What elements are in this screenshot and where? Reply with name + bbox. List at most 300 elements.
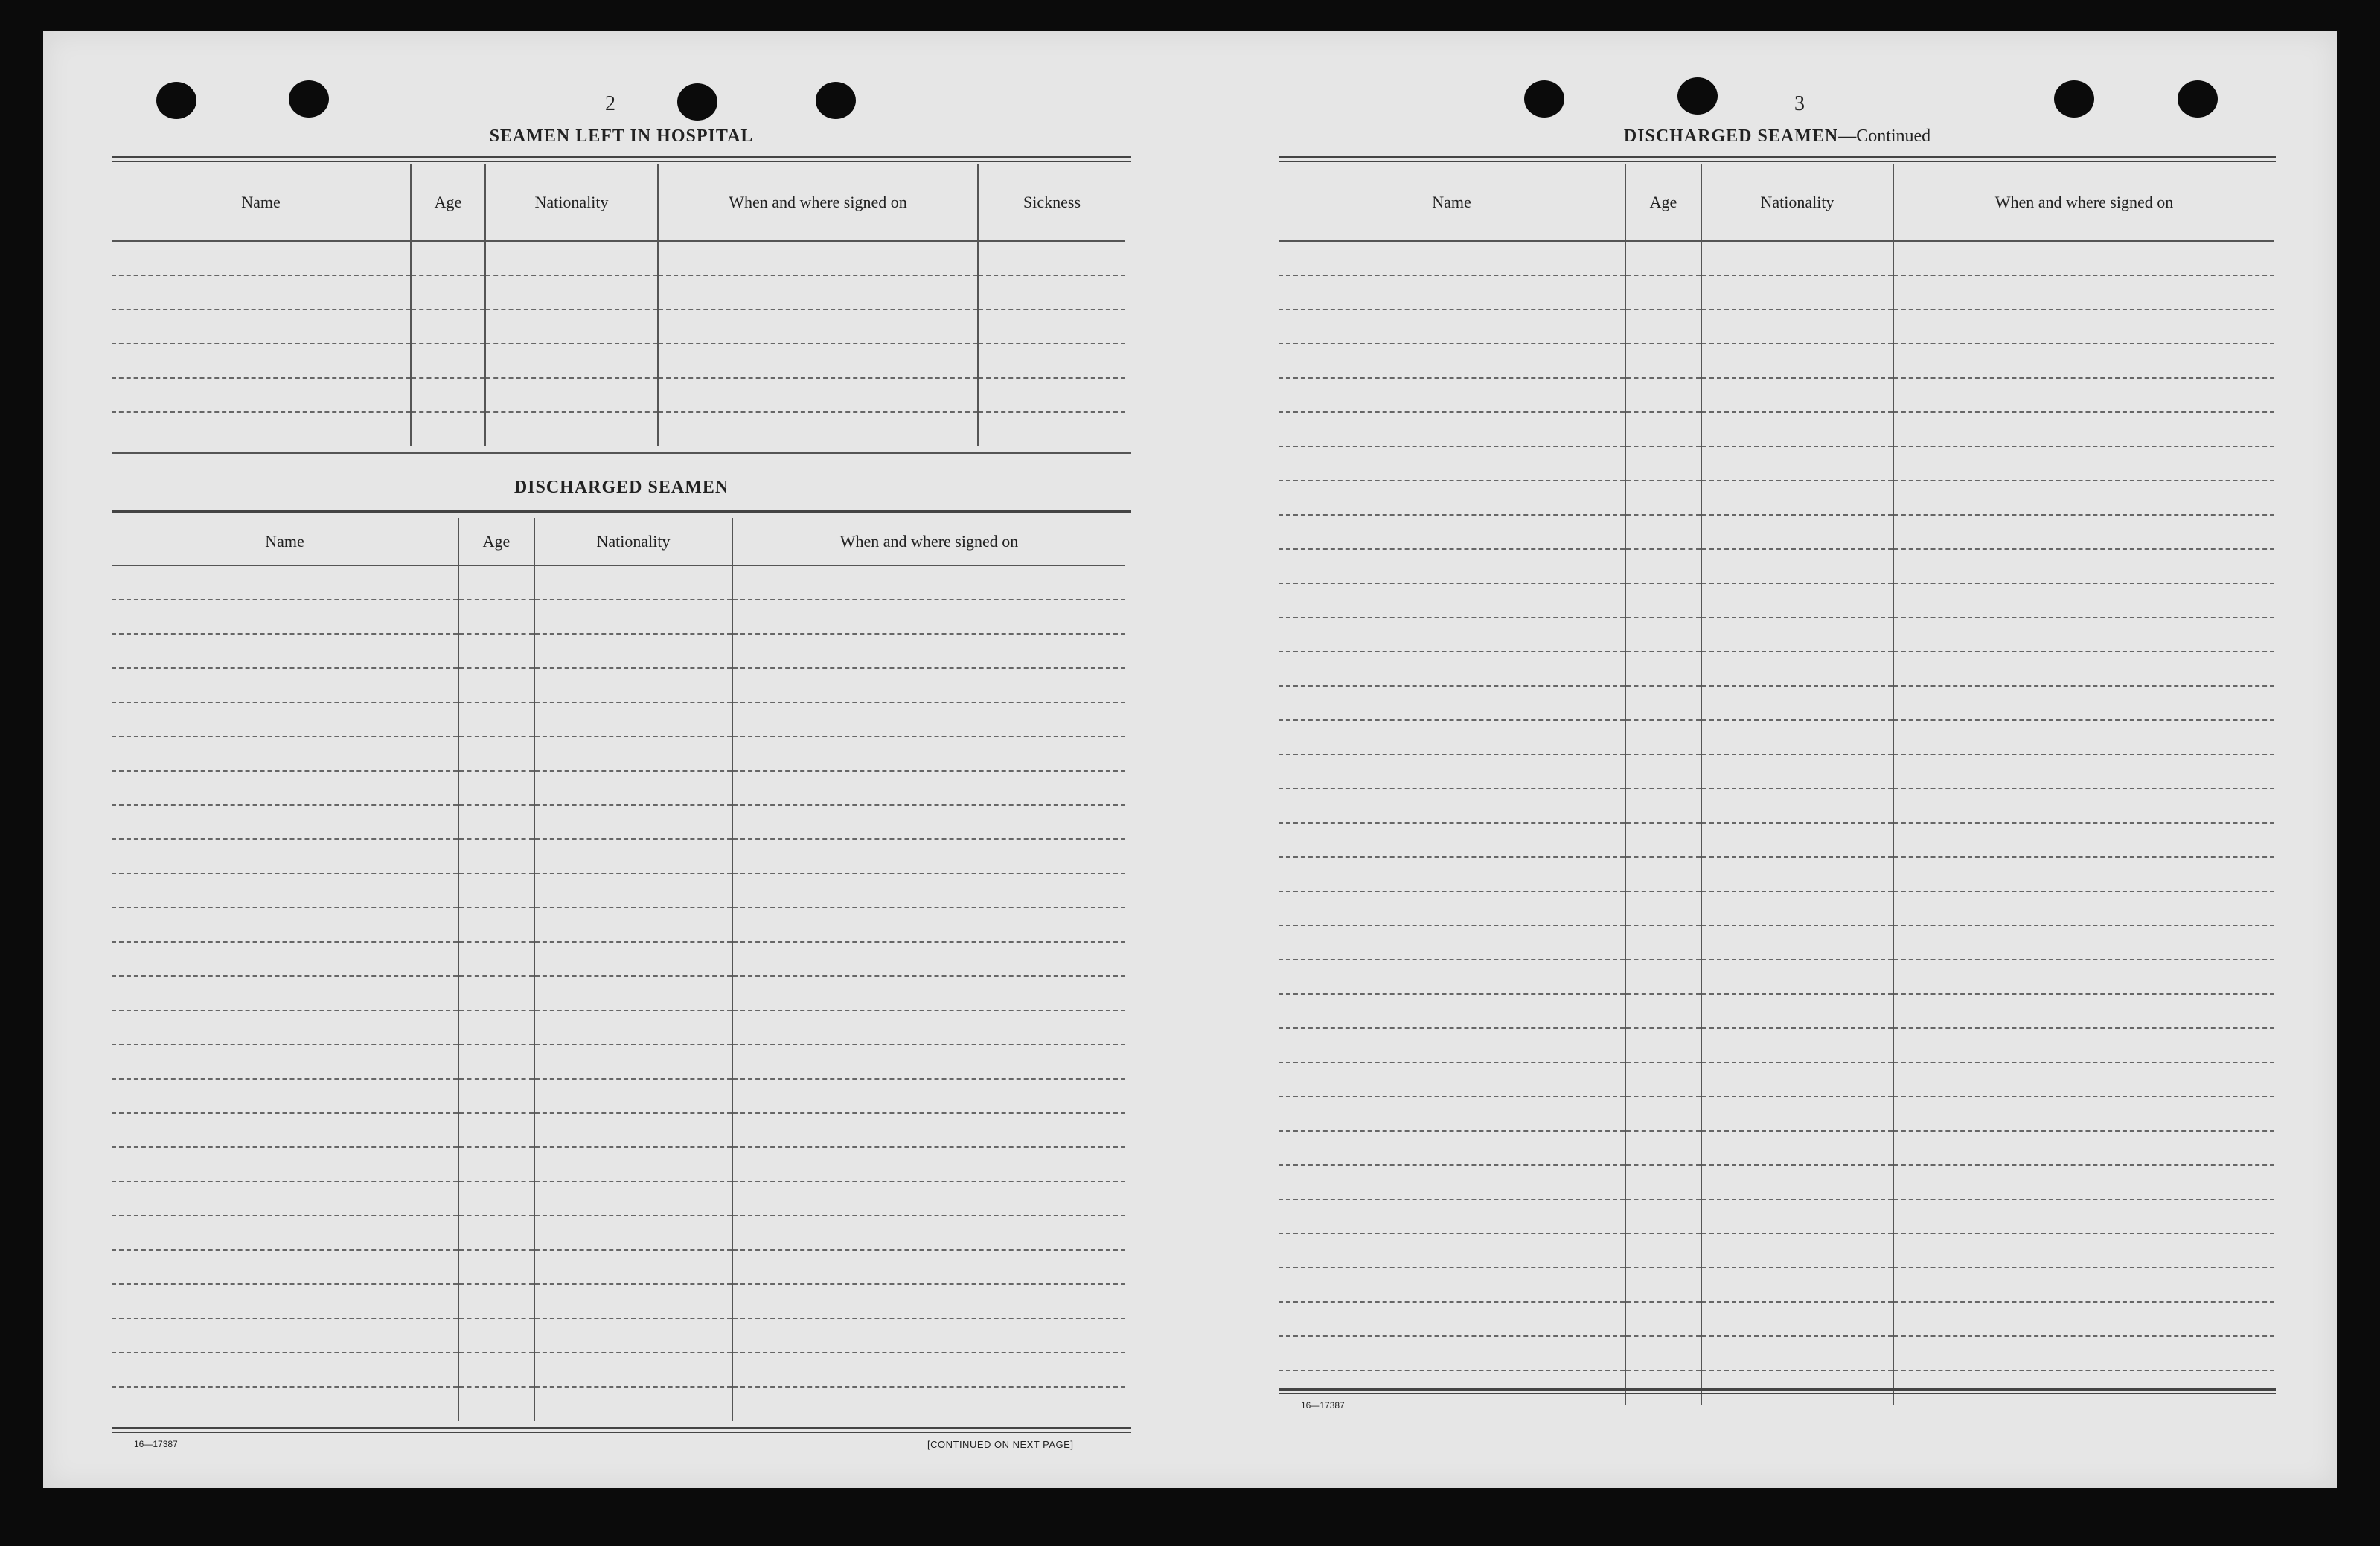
discharged-header-row bbox=[112, 518, 1125, 565]
table-cell bbox=[732, 1216, 1125, 1250]
table-row bbox=[112, 1284, 1125, 1318]
table-cell bbox=[1625, 1062, 1701, 1097]
table-cell bbox=[1625, 549, 1701, 583]
table-row bbox=[112, 1045, 1125, 1079]
table-cell bbox=[1893, 1268, 2274, 1302]
table-row bbox=[1279, 857, 2274, 891]
table-cell bbox=[1701, 344, 1893, 378]
table-row bbox=[112, 737, 1125, 771]
table-cell bbox=[1279, 891, 1625, 926]
table-cell bbox=[1279, 960, 1625, 994]
table-cell bbox=[978, 412, 1125, 446]
table-cell bbox=[732, 839, 1125, 873]
col-nationality-header: Nationality bbox=[485, 164, 658, 241]
table-cell bbox=[534, 839, 732, 873]
table-cell bbox=[458, 702, 534, 737]
table-cell bbox=[1279, 789, 1625, 823]
table-cell bbox=[458, 1045, 534, 1079]
table-row bbox=[112, 600, 1125, 634]
table-cell bbox=[1279, 926, 1625, 960]
table-row bbox=[1279, 412, 2274, 446]
table-cell bbox=[458, 1216, 534, 1250]
table-row bbox=[1279, 926, 2274, 960]
table-cell bbox=[112, 1045, 458, 1079]
table-cell bbox=[1279, 412, 1625, 446]
table-cell bbox=[534, 702, 732, 737]
table-row bbox=[1279, 754, 2274, 789]
table-row bbox=[1279, 789, 2274, 823]
table-row bbox=[1279, 1199, 2274, 1234]
table-cell bbox=[534, 1010, 732, 1045]
table-cell bbox=[458, 942, 534, 976]
discharged-top-rule bbox=[112, 510, 1131, 516]
table-cell bbox=[1893, 618, 2274, 652]
table-cell bbox=[732, 976, 1125, 1010]
table-cell bbox=[1701, 686, 1893, 720]
table-cell bbox=[1625, 1131, 1701, 1165]
table-cell bbox=[112, 1353, 458, 1387]
table-cell bbox=[1625, 1268, 1701, 1302]
table-cell bbox=[458, 668, 534, 702]
table-cell bbox=[1279, 344, 1625, 378]
table-cell bbox=[485, 412, 658, 446]
table-cell bbox=[1893, 241, 2274, 275]
table-cell bbox=[658, 241, 978, 275]
table-cell bbox=[1893, 1097, 2274, 1131]
table-row bbox=[1279, 1062, 2274, 1097]
table-row bbox=[112, 771, 1125, 805]
table-cell bbox=[732, 634, 1125, 668]
table-cell bbox=[1279, 652, 1625, 686]
page-number: 3 bbox=[1794, 92, 1805, 115]
table-cell bbox=[1701, 1302, 1893, 1336]
table-cell bbox=[485, 241, 658, 275]
table-cell bbox=[1625, 275, 1701, 309]
table-cell bbox=[458, 1079, 534, 1113]
table-cell bbox=[1279, 309, 1625, 344]
table-cell bbox=[458, 1284, 534, 1318]
table-cell bbox=[112, 1010, 458, 1045]
table-cell bbox=[732, 1045, 1125, 1079]
table-row bbox=[1279, 1336, 2274, 1370]
hospital-table bbox=[112, 164, 1125, 446]
table-cell bbox=[458, 600, 534, 634]
table-cell bbox=[458, 1318, 534, 1353]
table-cell bbox=[112, 275, 411, 309]
table-cell bbox=[534, 1181, 732, 1216]
table-cell bbox=[485, 275, 658, 309]
table-cell bbox=[112, 1079, 458, 1113]
table-cell bbox=[1701, 1370, 1893, 1405]
hospital-top-rule bbox=[112, 156, 1131, 162]
table-cell bbox=[1625, 481, 1701, 515]
table-cell bbox=[1893, 1199, 2274, 1234]
table-cell bbox=[534, 1216, 732, 1250]
table-row bbox=[112, 1079, 1125, 1113]
table-cell bbox=[1625, 344, 1701, 378]
col-signed-on-header: When and where signed on bbox=[732, 518, 1125, 565]
table-cell bbox=[1625, 994, 1701, 1028]
table-cell bbox=[1701, 275, 1893, 309]
table-cell bbox=[732, 908, 1125, 942]
table-cell bbox=[112, 241, 411, 275]
table-cell bbox=[534, 1079, 732, 1113]
table-cell bbox=[1893, 446, 2274, 481]
table-row bbox=[112, 873, 1125, 908]
table-cell bbox=[112, 565, 458, 600]
table-cell bbox=[732, 1147, 1125, 1181]
table-cell bbox=[458, 1147, 534, 1181]
table-cell bbox=[112, 1387, 458, 1421]
table-cell bbox=[112, 344, 411, 378]
table-cell bbox=[534, 1353, 732, 1387]
table-cell bbox=[534, 600, 732, 634]
table-cell bbox=[1625, 1370, 1701, 1405]
table-cell bbox=[732, 702, 1125, 737]
col-name-header: Name bbox=[112, 164, 411, 241]
table-cell bbox=[411, 378, 485, 412]
punch-hole bbox=[1677, 77, 1718, 115]
table-row bbox=[112, 1318, 1125, 1353]
table-cell bbox=[1625, 1234, 1701, 1268]
table-row bbox=[1279, 960, 2274, 994]
table-row bbox=[1279, 549, 2274, 583]
punch-hole bbox=[156, 82, 196, 119]
table-cell bbox=[1701, 652, 1893, 686]
table-cell bbox=[1893, 583, 2274, 618]
table-cell bbox=[978, 378, 1125, 412]
discharged-table-right bbox=[1279, 164, 2274, 1405]
table-cell bbox=[1701, 1131, 1893, 1165]
table-cell bbox=[1625, 857, 1701, 891]
table-cell bbox=[112, 1181, 458, 1216]
table-cell bbox=[1701, 309, 1893, 344]
table-cell bbox=[658, 275, 978, 309]
table-cell bbox=[534, 565, 732, 600]
table-cell bbox=[112, 1284, 458, 1318]
table-cell bbox=[411, 344, 485, 378]
table-cell bbox=[1893, 1336, 2274, 1370]
table-cell bbox=[1625, 891, 1701, 926]
table-cell bbox=[1625, 1097, 1701, 1131]
table-cell bbox=[1893, 1062, 2274, 1097]
punch-hole bbox=[1524, 80, 1564, 118]
table-cell bbox=[458, 1387, 534, 1421]
table-cell bbox=[1701, 926, 1893, 960]
table-cell bbox=[1701, 823, 1893, 857]
table-cell bbox=[112, 412, 411, 446]
page-number: 2 bbox=[605, 92, 615, 115]
table-cell bbox=[1279, 1336, 1625, 1370]
table-cell bbox=[112, 378, 411, 412]
table-cell bbox=[534, 805, 732, 839]
discharged-section-title: DISCHARGED SEAMEN bbox=[514, 478, 729, 497]
continued-note: [CONTINUED ON NEXT PAGE] bbox=[927, 1439, 1074, 1450]
table-row bbox=[1279, 823, 2274, 857]
table-cell bbox=[1625, 1199, 1701, 1234]
hospital-bottom-rule bbox=[112, 452, 1131, 454]
table-cell bbox=[1279, 446, 1625, 481]
table-row bbox=[112, 805, 1125, 839]
table-cell bbox=[534, 634, 732, 668]
table-row bbox=[1279, 1131, 2274, 1165]
table-cell bbox=[458, 1010, 534, 1045]
table-cell bbox=[1893, 1131, 2274, 1165]
table-cell bbox=[1893, 1234, 2274, 1268]
col-nationality-header: Nationality bbox=[534, 518, 732, 565]
table-row bbox=[1279, 618, 2274, 652]
table-cell bbox=[658, 344, 978, 378]
table-row bbox=[112, 241, 1125, 275]
table-cell bbox=[1625, 446, 1701, 481]
table-cell bbox=[485, 344, 658, 378]
table-cell bbox=[732, 1010, 1125, 1045]
table-cell bbox=[1625, 412, 1701, 446]
table-cell bbox=[732, 942, 1125, 976]
table-cell bbox=[534, 771, 732, 805]
table-cell bbox=[1893, 1302, 2274, 1336]
table-cell bbox=[112, 702, 458, 737]
table-cell bbox=[411, 241, 485, 275]
table-cell bbox=[1701, 1062, 1893, 1097]
table-cell bbox=[458, 1181, 534, 1216]
table-cell bbox=[1701, 549, 1893, 583]
table-cell bbox=[1279, 378, 1625, 412]
table-cell bbox=[1625, 789, 1701, 823]
col-age-header: Age bbox=[411, 164, 485, 241]
table-row bbox=[1279, 241, 2274, 275]
table-cell bbox=[1701, 583, 1893, 618]
table-cell bbox=[534, 942, 732, 976]
discharged-table-left bbox=[112, 518, 1125, 1421]
table-cell bbox=[1893, 857, 2274, 891]
hospital-section-title: SEAMEN LEFT IN HOSPITAL bbox=[489, 126, 754, 146]
table-row bbox=[1279, 378, 2274, 412]
table-row bbox=[112, 378, 1125, 412]
table-cell bbox=[1701, 1097, 1893, 1131]
table-cell bbox=[458, 908, 534, 942]
table-cell bbox=[485, 309, 658, 344]
table-cell bbox=[732, 1387, 1125, 1421]
table-cell bbox=[112, 634, 458, 668]
table-cell bbox=[534, 1113, 732, 1147]
table-row bbox=[112, 344, 1125, 378]
form-code: 16—17387 bbox=[134, 1439, 178, 1449]
table-row bbox=[1279, 891, 2274, 926]
table-cell bbox=[1893, 378, 2274, 412]
table-cell bbox=[1701, 1268, 1893, 1302]
table-cell bbox=[1893, 686, 2274, 720]
table-cell bbox=[411, 275, 485, 309]
table-cell bbox=[1625, 583, 1701, 618]
punch-hole bbox=[2054, 80, 2094, 118]
table-cell bbox=[1701, 515, 1893, 549]
form-code: 16—17387 bbox=[1301, 1400, 1345, 1411]
table-cell bbox=[1893, 1028, 2274, 1062]
table-cell bbox=[1701, 412, 1893, 446]
table-cell bbox=[1893, 994, 2274, 1028]
table-row bbox=[112, 412, 1125, 446]
table-row bbox=[1279, 583, 2274, 618]
table-cell bbox=[1893, 481, 2274, 515]
punch-hole bbox=[816, 82, 856, 119]
table-row bbox=[112, 1147, 1125, 1181]
table-cell bbox=[534, 1147, 732, 1181]
table-cell bbox=[458, 1113, 534, 1147]
table-cell bbox=[732, 805, 1125, 839]
table-cell bbox=[1893, 1165, 2274, 1199]
col-age-header: Age bbox=[1625, 164, 1701, 241]
table-cell bbox=[1701, 1199, 1893, 1234]
table-cell bbox=[1893, 412, 2274, 446]
table-cell bbox=[534, 668, 732, 702]
table-cell bbox=[1279, 823, 1625, 857]
table-cell bbox=[1625, 686, 1701, 720]
table-cell bbox=[1279, 857, 1625, 891]
table-cell bbox=[1279, 1028, 1625, 1062]
table-cell bbox=[458, 1250, 534, 1284]
table-cell bbox=[112, 1250, 458, 1284]
table-cell bbox=[1279, 994, 1625, 1028]
table-cell bbox=[1625, 960, 1701, 994]
table-cell bbox=[1893, 720, 2274, 754]
table-row bbox=[1279, 1370, 2274, 1405]
table-cell bbox=[1701, 1165, 1893, 1199]
table-row bbox=[112, 309, 1125, 344]
ledger-sheet bbox=[43, 31, 2337, 1488]
table-cell bbox=[1279, 1234, 1625, 1268]
table-cell bbox=[458, 805, 534, 839]
table-cell bbox=[534, 1045, 732, 1079]
table-cell bbox=[1625, 1302, 1701, 1336]
discharged-rows bbox=[1279, 241, 2274, 1405]
discharged-top-rule bbox=[1279, 156, 2276, 162]
table-cell bbox=[1893, 275, 2274, 309]
table-cell bbox=[1279, 481, 1625, 515]
table-cell bbox=[112, 309, 411, 344]
table-cell bbox=[112, 805, 458, 839]
table-cell bbox=[1625, 241, 1701, 275]
table-cell bbox=[1701, 481, 1893, 515]
punch-hole bbox=[289, 80, 329, 118]
table-cell bbox=[534, 1318, 732, 1353]
table-cell bbox=[1625, 1028, 1701, 1062]
table-cell bbox=[458, 634, 534, 668]
table-cell bbox=[1279, 720, 1625, 754]
table-cell bbox=[1625, 754, 1701, 789]
col-name-header: Name bbox=[112, 518, 458, 565]
table-cell bbox=[1625, 720, 1701, 754]
table-cell bbox=[1279, 515, 1625, 549]
table-cell bbox=[1701, 446, 1893, 481]
table-cell bbox=[1893, 652, 2274, 686]
table-cell bbox=[978, 275, 1125, 309]
table-row bbox=[112, 668, 1125, 702]
table-cell bbox=[1279, 275, 1625, 309]
table-cell bbox=[1701, 378, 1893, 412]
table-cell bbox=[1279, 686, 1625, 720]
table-row bbox=[1279, 344, 2274, 378]
col-age-header: Age bbox=[458, 518, 534, 565]
table-cell bbox=[458, 976, 534, 1010]
table-cell bbox=[112, 908, 458, 942]
section-title-text: DISCHARGED SEAMEN bbox=[1623, 126, 1839, 146]
table-row bbox=[1279, 275, 2274, 309]
table-cell bbox=[534, 737, 732, 771]
table-cell bbox=[1279, 1199, 1625, 1234]
table-cell bbox=[1279, 1268, 1625, 1302]
table-cell bbox=[485, 378, 658, 412]
table-row bbox=[1279, 1028, 2274, 1062]
table-cell bbox=[1279, 618, 1625, 652]
table-row bbox=[112, 565, 1125, 600]
table-cell bbox=[658, 412, 978, 446]
table-cell bbox=[1893, 789, 2274, 823]
table-cell bbox=[411, 412, 485, 446]
table-cell bbox=[411, 309, 485, 344]
table-cell bbox=[658, 378, 978, 412]
col-signed-on-header: When and where signed on bbox=[1893, 164, 2274, 241]
table-cell bbox=[534, 908, 732, 942]
discharged-header-row bbox=[1279, 164, 2274, 241]
table-cell bbox=[458, 873, 534, 908]
table-cell bbox=[1701, 754, 1893, 789]
table-row bbox=[1279, 309, 2274, 344]
table-row bbox=[112, 1216, 1125, 1250]
table-cell bbox=[112, 839, 458, 873]
table-cell bbox=[1279, 1302, 1625, 1336]
table-cell bbox=[1625, 823, 1701, 857]
table-cell bbox=[1279, 583, 1625, 618]
table-cell bbox=[1893, 926, 2274, 960]
discharged-bottom-rule bbox=[112, 1427, 1131, 1433]
col-signed-on-header: When and where signed on bbox=[658, 164, 978, 241]
table-cell bbox=[1625, 618, 1701, 652]
table-cell bbox=[1701, 789, 1893, 823]
table-row bbox=[112, 1113, 1125, 1147]
table-row bbox=[1279, 1268, 2274, 1302]
table-row bbox=[1279, 1097, 2274, 1131]
table-cell bbox=[1625, 309, 1701, 344]
table-cell bbox=[112, 1216, 458, 1250]
table-cell bbox=[1701, 720, 1893, 754]
table-cell bbox=[732, 1284, 1125, 1318]
punch-hole bbox=[2178, 80, 2218, 118]
table-cell bbox=[732, 873, 1125, 908]
table-cell bbox=[732, 771, 1125, 805]
table-cell bbox=[1893, 823, 2274, 857]
table-cell bbox=[112, 1147, 458, 1181]
table-cell bbox=[1279, 241, 1625, 275]
table-cell bbox=[1701, 241, 1893, 275]
discharged-continued-title bbox=[1279, 126, 2276, 147]
col-sickness-header: Sickness bbox=[978, 164, 1125, 241]
table-cell bbox=[978, 344, 1125, 378]
discharged-bottom-rule bbox=[1279, 1388, 2276, 1394]
col-name-header: Name bbox=[1279, 164, 1625, 241]
table-cell bbox=[1701, 891, 1893, 926]
table-row bbox=[1279, 515, 2274, 549]
table-cell bbox=[1893, 344, 2274, 378]
table-cell bbox=[1893, 754, 2274, 789]
table-cell bbox=[1625, 515, 1701, 549]
table-cell bbox=[732, 565, 1125, 600]
table-row bbox=[1279, 686, 2274, 720]
table-cell bbox=[1701, 1336, 1893, 1370]
table-cell bbox=[732, 737, 1125, 771]
table-row bbox=[112, 976, 1125, 1010]
table-row bbox=[112, 634, 1125, 668]
